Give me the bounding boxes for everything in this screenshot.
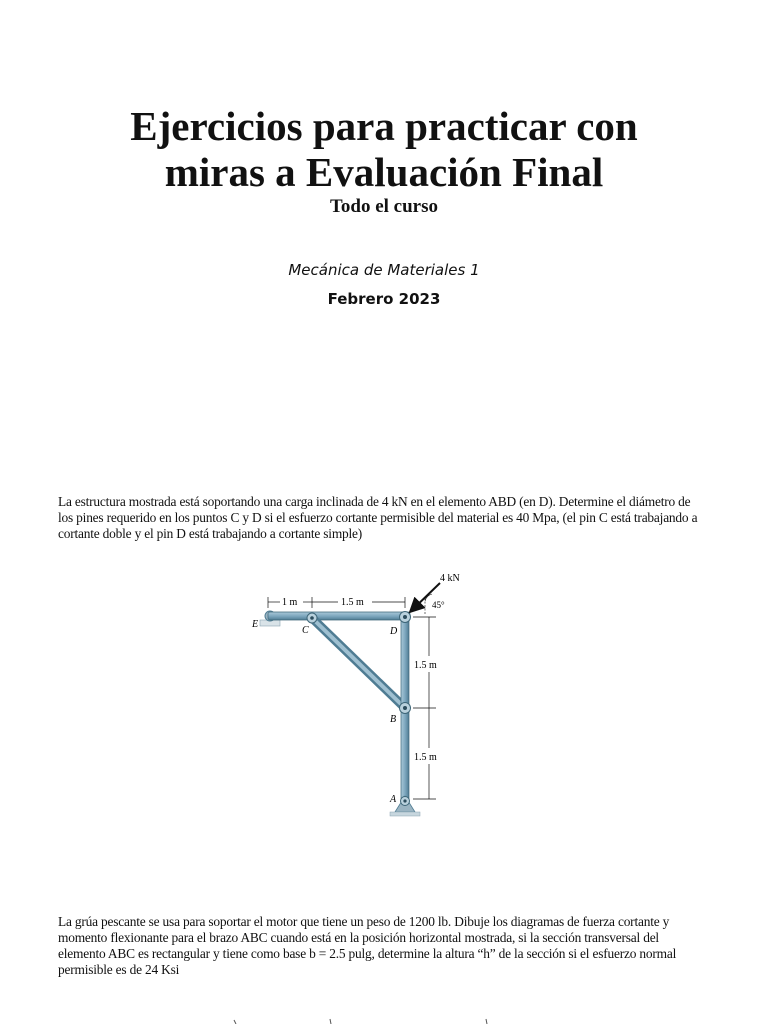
pin-d [400,612,411,623]
member-ed [268,612,410,620]
dim-ec-label: 1 m [282,597,298,608]
dim-cd-label: 1.5 m [341,597,364,608]
pin-b [400,703,411,714]
pin-c [307,613,317,623]
top-dimension [268,597,405,608]
page-title [0,103,768,195]
problem-2-text: La grúa pescante se usa para soportar el motor que tiene un peso de 1200 lb. Dibuje los diagramas de fuerza cortante y momento flexionante para el brazo ABC cuando está en la posición horizontal mostrada, si la sección transversal del elemento ABC es rectangular y tiene como base b = 2.5 pulg, determine la altura “h” de la sección si el esfuerzo normal permisible es de 24 Ksi [58,914,677,977]
title-line-2: miras a Evaluación Final [164,149,604,195]
label-a: A [390,794,397,805]
dim-db-label: 1.5 m [414,660,437,671]
problem-1-text: La estructura mostrada está soportando una carga inclinada de 4 kN en el elemento ABD (en D). Determine el diámetro de los pines requerido en los puntos C y D si el esfuerzo cortante permisible del material es 40 Mpa, (el pin C está trabajando a cortante doble y el pin D está trabajando a cortante simple) [58,494,698,541]
page-subtitle: Todo el curso [329,196,439,217]
label-d: D [390,626,398,637]
label-e: E [252,619,259,630]
document-date: Febrero 2023 [327,290,441,308]
right-dimension [413,617,437,799]
title-line-1: Ejercicios para practicar con [130,103,638,149]
load-label: 4 kN [440,573,460,584]
angle-label: 45° [432,600,445,610]
dim-ba-label: 1.5 m [414,752,437,763]
label-c: C [302,625,309,636]
next-figure-edge [0,1016,768,1024]
course-name: Mecánica de Materiales 1 [288,261,480,279]
label-b: B [390,714,397,725]
structure-figure [250,568,490,820]
